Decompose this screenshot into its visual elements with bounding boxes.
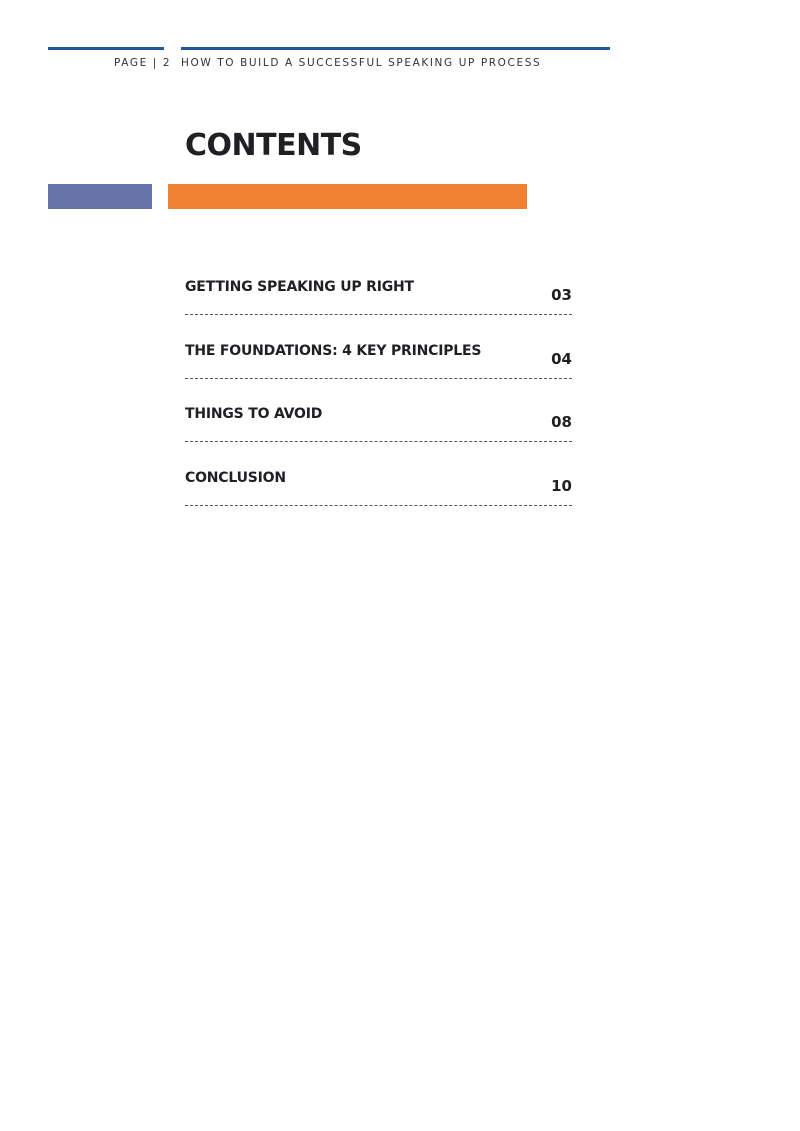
toc-entry[interactable] <box>185 270 572 334</box>
toc-entry-label: GETTING SPEAKING UP RIGHT <box>185 279 414 295</box>
toc-entry-label: THINGS TO AVOID <box>185 406 323 422</box>
toc-dashed-divider <box>185 505 572 506</box>
toc-entry-label: CONCLUSION <box>185 469 286 486</box>
toc-dashed-divider <box>185 378 572 379</box>
accent-bar-blue <box>48 184 152 209</box>
header-page-number: PAGE | 2 <box>114 57 172 69</box>
header-document-title: HOW TO BUILD A SUCCESSFUL SPEAKING UP PROCESS <box>181 57 542 69</box>
toc-entry[interactable] <box>185 397 572 461</box>
toc-entry[interactable] <box>185 461 572 525</box>
header-rule-right <box>181 47 610 50</box>
accent-bar-orange <box>168 184 527 209</box>
toc-entry-page: 03 <box>551 286 572 304</box>
header-rule-left <box>48 47 164 50</box>
toc-dashed-divider <box>185 314 572 315</box>
contents-heading: CONTENTS <box>185 128 362 163</box>
toc-entry[interactable] <box>185 334 572 398</box>
toc-entry-page: 08 <box>551 413 572 431</box>
toc-entry-page: 10 <box>551 476 572 495</box>
toc-dashed-divider <box>185 441 572 442</box>
toc-entry-page: 04 <box>551 349 572 368</box>
toc-entry-label: THE FOUNDATIONS: 4 KEY PRINCIPLES <box>185 342 482 359</box>
table-of-contents <box>185 270 572 524</box>
